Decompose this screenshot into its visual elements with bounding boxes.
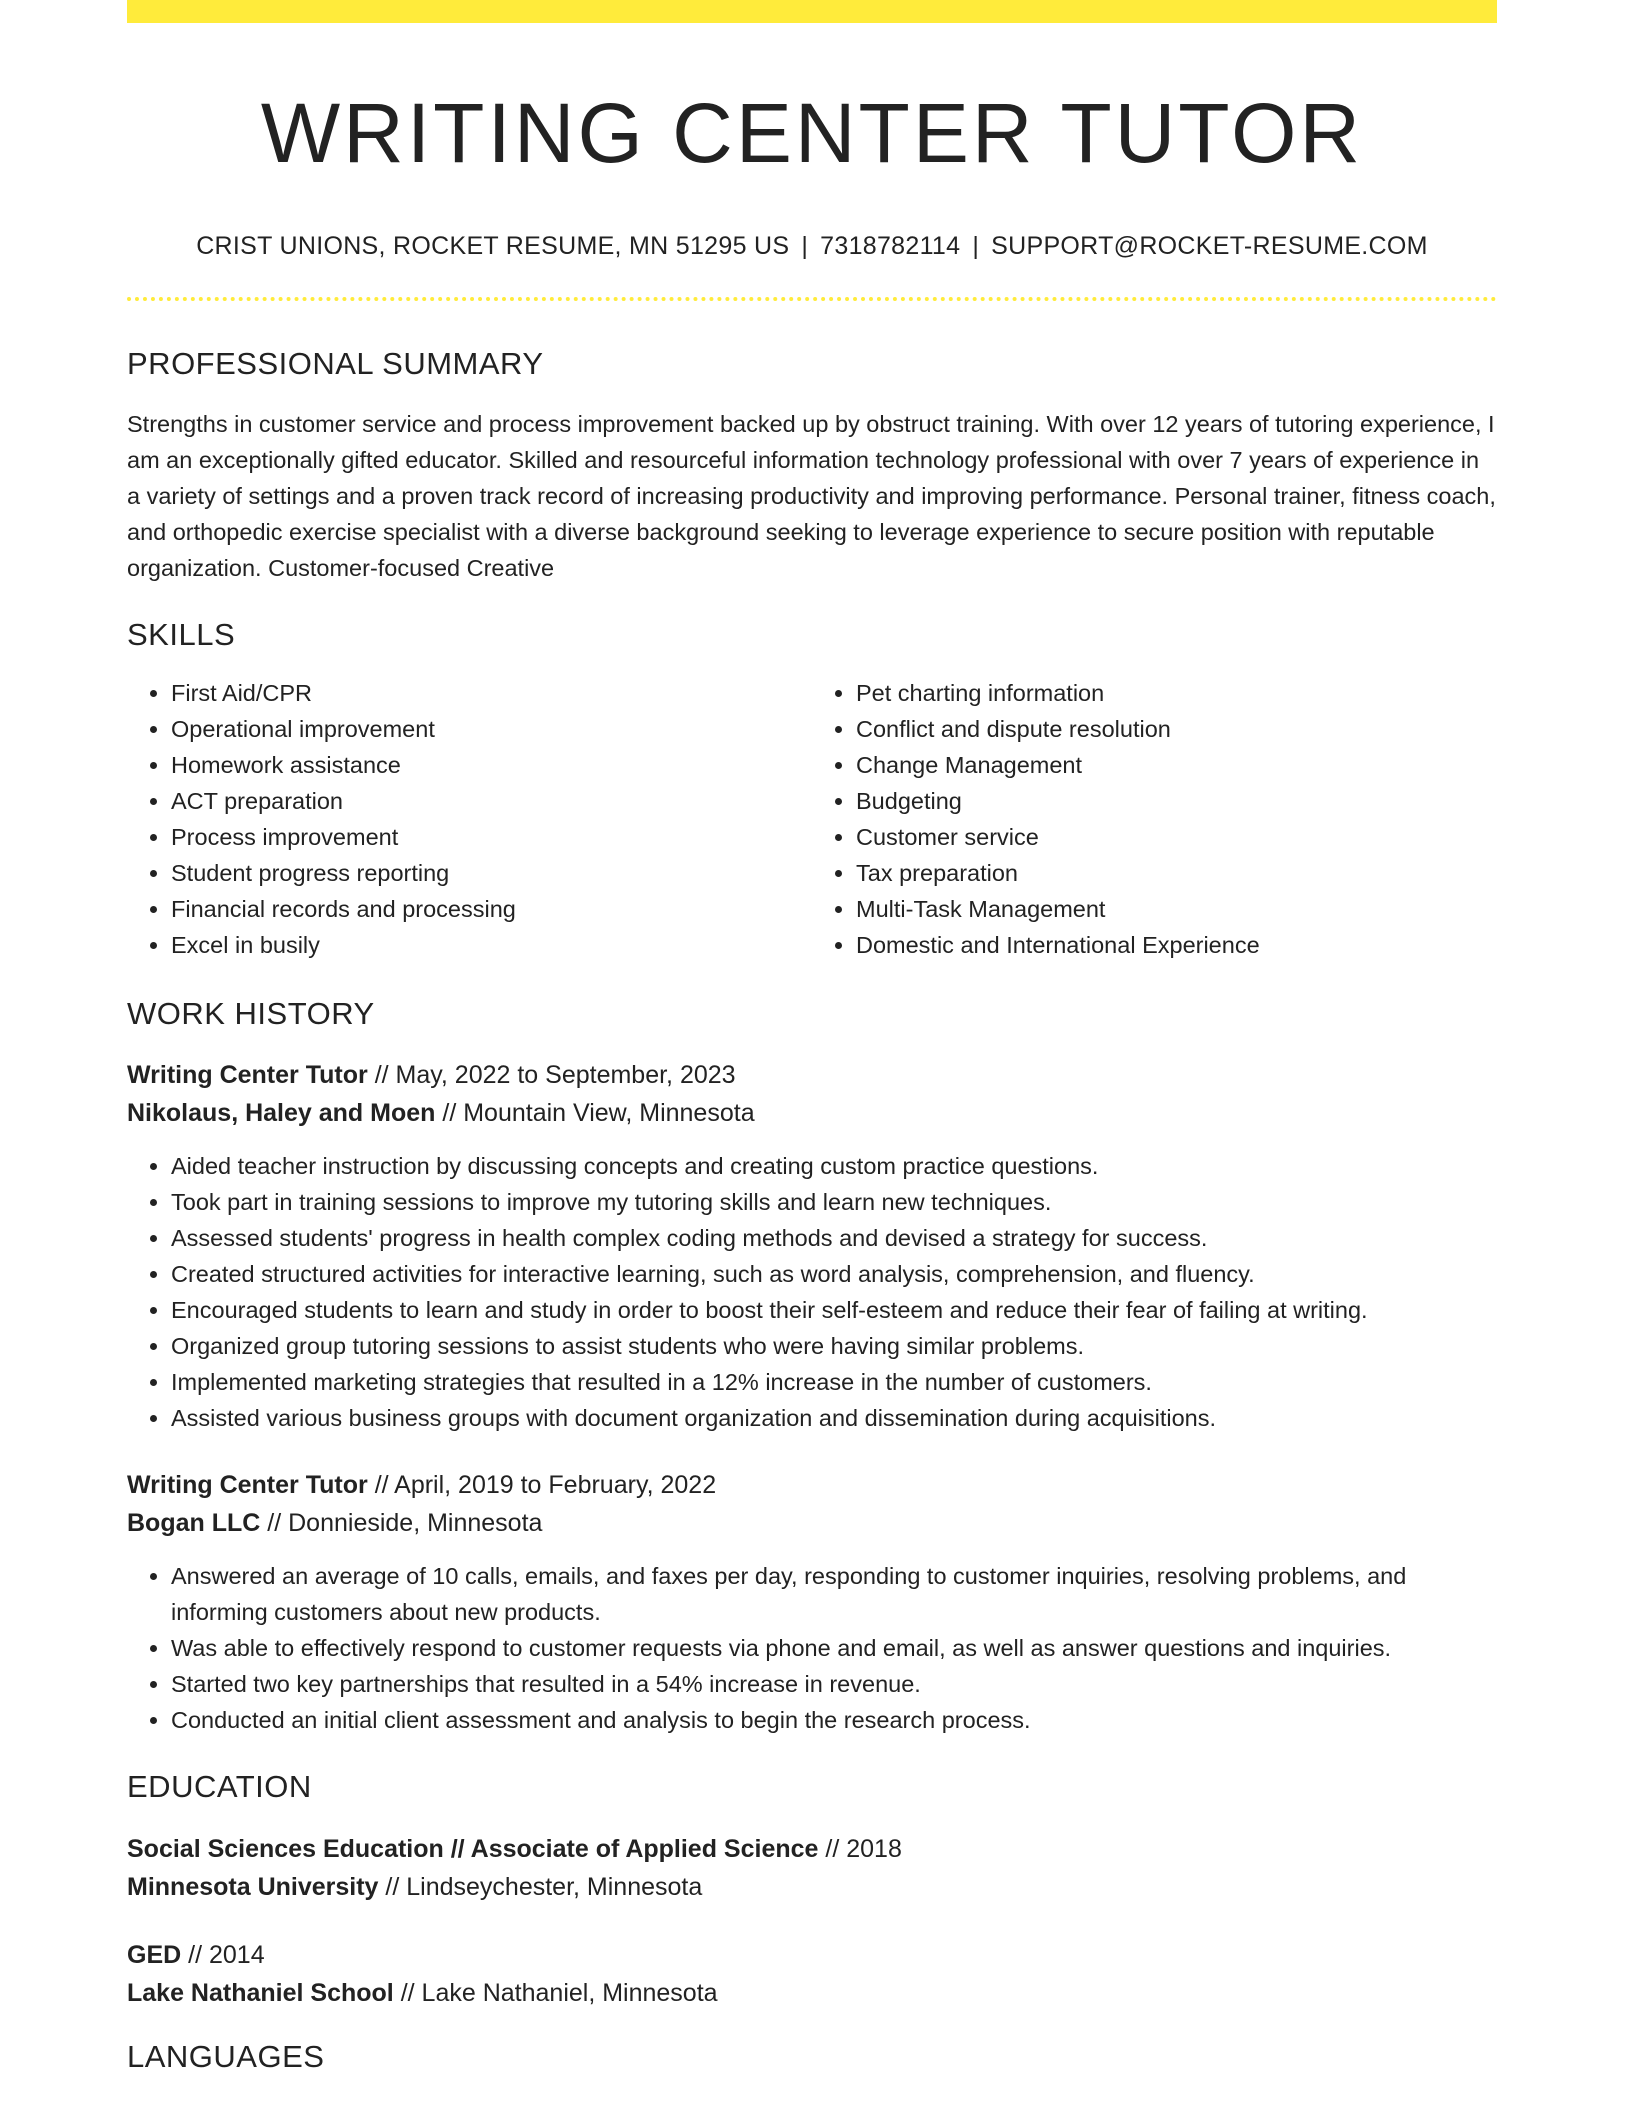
skill-item: • Customer service bbox=[856, 819, 1497, 855]
job-dates: // April, 2019 to February, 2022 bbox=[374, 1471, 717, 1500]
skill-item: • Homework assistance bbox=[171, 747, 812, 783]
skill-item: • Budgeting bbox=[856, 783, 1497, 819]
education-year: // 2014 bbox=[188, 1940, 265, 1969]
skill-item: • Financial records and processing bbox=[171, 891, 812, 927]
job-bullet: • Assessed students' progress in health complex coding methods and devised a strategy for success. bbox=[171, 1220, 1497, 1256]
job-entry bbox=[127, 1466, 1497, 1738]
job-title-line bbox=[127, 1056, 1497, 1094]
job-title: Writing Center Tutor bbox=[127, 1061, 368, 1090]
job-company: Bogan LLC bbox=[127, 1509, 261, 1538]
dotted-divider bbox=[127, 297, 1497, 301]
job-bullets bbox=[127, 1558, 1497, 1738]
education-degree: GED bbox=[127, 1940, 182, 1969]
contact-email: SUPPORT@ROCKET-RESUME.COM bbox=[991, 231, 1428, 260]
skills-left-list bbox=[127, 675, 812, 963]
skill-item: • Domestic and International Experience bbox=[856, 927, 1497, 963]
skills-right-list bbox=[812, 675, 1497, 963]
job-location: // Donnieside, Minnesota bbox=[267, 1509, 543, 1538]
job-bullet: • Organized group tutoring sessions to assist students who were having similar problems. bbox=[171, 1328, 1497, 1364]
job-company-line bbox=[127, 1094, 1497, 1132]
job-company: Nikolaus, Haley and Moen bbox=[127, 1099, 436, 1128]
job-title-line bbox=[127, 1466, 1497, 1504]
skill-item: • Change Management bbox=[856, 747, 1497, 783]
education-school: Lake Nathaniel School bbox=[127, 1978, 394, 2007]
job-bullet: • Started two key partnerships that resulted in a 54% increase in revenue. bbox=[171, 1666, 1497, 1702]
job-bullet: • Took part in training sessions to improve my tutoring skills and learn new techniques. bbox=[171, 1184, 1497, 1220]
job-bullet: • Created structured activities for interactive learning, such as word analysis, comprehension, and fluency. bbox=[171, 1256, 1497, 1292]
contact-line bbox=[127, 232, 1497, 261]
languages-heading: LANGUAGES bbox=[127, 2038, 325, 2074]
skills-heading: SKILLS bbox=[127, 616, 236, 652]
skill-item: • Multi-Task Management bbox=[856, 891, 1497, 927]
resume-page bbox=[127, 0, 1497, 2075]
education-entry bbox=[127, 1936, 1497, 2012]
accent-top-bar bbox=[127, 0, 1497, 23]
work-history-heading: WORK HISTORY bbox=[127, 996, 375, 1032]
education-location: // Lake Nathaniel, Minnesota bbox=[400, 1978, 718, 2007]
education-location: // Lindseychester, Minnesota bbox=[385, 1872, 703, 1901]
skill-item: • First Aid/CPR bbox=[171, 675, 812, 711]
resume-title: WRITING CENTER TUTOR bbox=[260, 86, 1364, 180]
contact-separator: | bbox=[972, 231, 980, 260]
contact-address: CRIST UNIONS, ROCKET RESUME, MN 51295 US bbox=[196, 231, 790, 260]
job-company-line bbox=[127, 1504, 1497, 1542]
job-bullet: • Assisted various business groups with document organization and dissemination during acquisitions. bbox=[171, 1400, 1497, 1436]
job-bullet: • Conducted an initial client assessment and analysis to begin the research process. bbox=[171, 1702, 1497, 1738]
job-bullet: • Implemented marketing strategies that resulted in a 12% increase in the number of customers. bbox=[171, 1364, 1497, 1400]
summary-text: Strengths in customer service and process improvement backed up by obstruct training. With over 12 years of tutoring experience, I am an exceptionally gifted educator. Skilled and resourceful information technology professional with over 7 years of experience in a variety of settings and a proven track record of increasing productivity and improving performance. Personal trainer, fitness coach, and orthopedic exercise specialist with a diverse background seeking to leverage experience to secure position with reputable organization. Customer-focused Creative bbox=[127, 410, 1496, 581]
education-school-line bbox=[127, 1868, 1497, 1906]
skill-item: • Excel in busily bbox=[171, 927, 812, 963]
skill-item: • Process improvement bbox=[171, 819, 812, 855]
skills-columns bbox=[127, 675, 1497, 963]
job-bullet: • Answered an average of 10 calls, emails, and faxes per day, responding to customer inquiries, resolving problems, and informing customers about new products. bbox=[171, 1558, 1497, 1630]
skill-item: • Tax preparation bbox=[856, 855, 1497, 891]
job-title: Writing Center Tutor bbox=[127, 1471, 368, 1500]
job-bullets bbox=[127, 1148, 1497, 1436]
education-degree-line bbox=[127, 1830, 1497, 1868]
job-entry bbox=[127, 1056, 1497, 1436]
skill-item: • Student progress reporting bbox=[171, 855, 812, 891]
job-bullet: • Encouraged students to learn and study in order to boost their self-esteem and reduce their fear of failing at writing. bbox=[171, 1292, 1497, 1328]
contact-phone: 7318782114 bbox=[820, 231, 961, 260]
contact-separator: | bbox=[801, 231, 809, 260]
education-school-line bbox=[127, 1974, 1497, 2012]
skill-item: • Operational improvement bbox=[171, 711, 812, 747]
job-dates: // May, 2022 to September, 2023 bbox=[374, 1061, 736, 1090]
education-entry bbox=[127, 1830, 1497, 1906]
education-degree: Social Sciences Education // Associate of Applied Science bbox=[127, 1834, 819, 1863]
job-bullet: • Aided teacher instruction by discussing concepts and creating custom practice questions. bbox=[171, 1148, 1497, 1184]
skill-item: • Pet charting information bbox=[856, 675, 1497, 711]
education-heading: EDUCATION bbox=[127, 1769, 312, 1805]
skill-item: • Conflict and dispute resolution bbox=[856, 711, 1497, 747]
education-school: Minnesota University bbox=[127, 1872, 379, 1901]
summary-heading: PROFESSIONAL SUMMARY bbox=[127, 345, 544, 381]
skill-item: • ACT preparation bbox=[171, 783, 812, 819]
education-year: // 2018 bbox=[825, 1834, 902, 1863]
job-bullet: • Was able to effectively respond to customer requests via phone and email, as well as answer questions and inquiries. bbox=[171, 1630, 1497, 1666]
education-degree-line bbox=[127, 1936, 1497, 1974]
job-location: // Mountain View, Minnesota bbox=[442, 1099, 755, 1128]
